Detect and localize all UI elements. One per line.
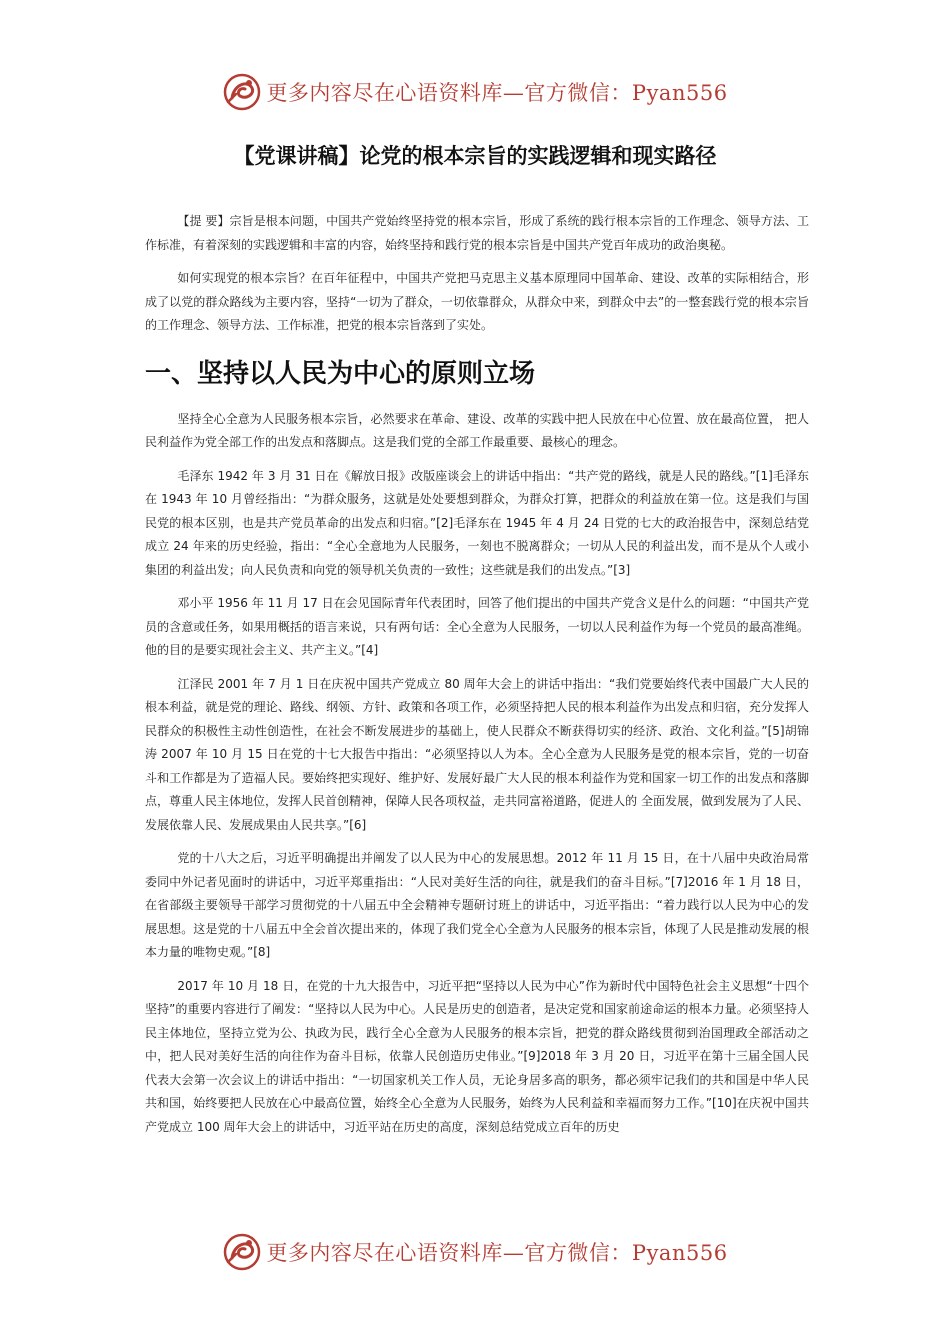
banner-inner <box>222 72 727 112</box>
footer-banner <box>0 1232 950 1272</box>
body-paragraph: 坚持全心全意为人民服务根本宗旨，必然要求在革命、建设、改革的实践中把人民放在中心位置、放在最高位置， 把人民利益作为党全部工作的出发点和落脚点。这是我们党的全部工作最重要、最核心的理念。 <box>145 411 809 449</box>
body-paragraph: 邓小平 1956 年 11 月 17 日在会见国际青年代表团时，回答了他们提出的中国共产党含义是什么的问题：“中国共产党员的含意或任务，如果用概括的语言来说，只有两句话：全心全意为人民服务，一切以人民利益作为每一个党员的最高准绳。他的目的是要实现社会主义、共产主义。”[4] <box>145 596 809 657</box>
body-paragraph: 党的十八大之后，习近平明确提出并阐发了以人民为中心的发展思想。2012 年 11 月 15 日，在十八届中央政治局常委同中外记者见面时的讲话中，习近平郑重指出：“人民对美好生活的向往，就是我们的奋斗目标。”[7]2016 年 1 月 18 日，在省部级主要领导干部学习贯彻党的十八届五中全会精神专题研讨班上的讲话中，习近平指出：“着力践行以人民为中心的发展思想。这是党的十八届五中全会首次提出来的，体现了我们党全心全意为人民服务的根本宗旨，体现了人民是推动发展的根本力量的唯物史观。”[8] <box>145 851 809 959</box>
body-paragraph: 江泽民 2001 年 7 月 1 日在庆祝中国共产党成立 80 周年大会上的讲话中指出：“我们党要始终代表中国最广大人民的根本利益，就是党的理论、路线、纲领、方针、政策和各项工作，必须坚持把人民的根本利益作为出发点和归宿，充分发挥人民群众的积极性主动性创造性，在社会不断发展进步的基础上，使人民群众不断获得切实的经济、政治、文化利益。”[5]胡锦涛 2007 年 10 月 15 日在党的十七大报告中指出：“必须坚持以人为本。全心全意为人民服务是党的根本宗旨，党的一切奋斗和工作都是为了造福人民。要始终把实现好、维护好、发展好最广大人民的根本利益作为党和国家一切工作的出发点和落脚点，尊重人民主体地位，发挥人民首创精神，保障人民各项权益，走共同富裕道路，促进人的 全面发展，做到发展为了人民、发展依靠人民、发展成果由人民共享。”[6] <box>145 676 809 832</box>
section-heading: 一、坚持以人民为中心的原则立场 <box>145 358 536 389</box>
document-body <box>145 210 809 1149</box>
banner-inner <box>222 1232 727 1272</box>
body-paragraph: 2017 年 10 月 18 日，在党的十九大报告中，习近平把“坚持以人民为中心”作为新时代中国特色社会主义思想“十四个坚持”的重要内容进行了阐发：“坚持以人民为中心。人民是历史的创造者，是决定党和国家前途命运的根本力量。必须坚持人民主体地位，坚持立党为公、执政为民，践行全心全意为人民服务的根本宗旨，把党的群众路线贯彻到治国理政全部活动之中，把人民对美好生活的向往作为奋斗目标，依靠人民创造历史伟业。”[9]2018 年 3 月 20 日，习近平在第十三届全国人民代表大会第一次会议上的讲话中指出：“一切国家机关工作人员，无论身居多高的职务，都必须牢记我们的共和国是中华人民共和国，始终要把人民放在心中最高位置，始终全心全意为人民服务，始终为人民利益和幸福而努力工作。”[10]在庆祝中国共产党成立 100 周年大会上的讲话中，习近平站在历史的高度，深刻总结党成立百年的历史 <box>145 978 809 1134</box>
body-paragraph: 毛泽东 1942 年 3 月 31 日在《解放日报》改版座谈会上的讲话中指出：“共产党的路线，就是人民的路线。”[1]毛泽东在 1943 年 10 月曾经指出：“为群众服务，这就是处处要想到群众，为群众打算，把群众的利益放在第一位。这是我们与国民党的根本区别，也是共产党员革命的出发点和归宿。”[2]毛泽东在 1945 年 4 月 24 日党的七大的政治报告中，深刻总结党成立 24 年来的历史经验，指出：“全心全意地为人民服务，一刻也不脱离群众；一切从人民的利益出发，而不是从个人或小集团的利益出发；向人民负责和向党的领导机关负责的一致性；这些就是我们的出发点。”[3] <box>145 468 809 577</box>
flower-swirl-logo-icon <box>222 72 262 112</box>
flower-swirl-logo-icon <box>222 1232 262 1272</box>
banner-text: 更多内容尽在心语资料库—官方微信：Pyan556 <box>266 81 728 105</box>
banner-text: 更多内容尽在心语资料库—官方微信：Pyan556 <box>266 1241 728 1265</box>
document-title: 【党课讲稿】论党的根本宗旨的实践逻辑和现实路径 <box>233 144 717 168</box>
intro-paragraph: 如何实现党的根本宗旨？在百年征程中，中国共产党把马克思主义基本原理同中国革命、建设、改革的实际相结合，形成了以党的群众路线为主要内容，坚持“一切为了群众，一切依靠群众，从群众中来，到群众中去”的一整套践行党的根本宗旨的工作理念、领导方法、工作标准，把党的根本宗旨落到了实处。 <box>145 271 809 332</box>
header-banner <box>0 72 950 112</box>
abstract-paragraph: 【提 要】宗旨是根本问题，中国共产党始终坚持党的根本宗旨，形成了系统的践行根本宗旨的工作理念、领导方法、工作标准，有着深刻的实践逻辑和丰富的内容，始终坚持和践行党的根本宗旨是中国共产党百年成功的政治奥秘。 <box>145 214 809 252</box>
